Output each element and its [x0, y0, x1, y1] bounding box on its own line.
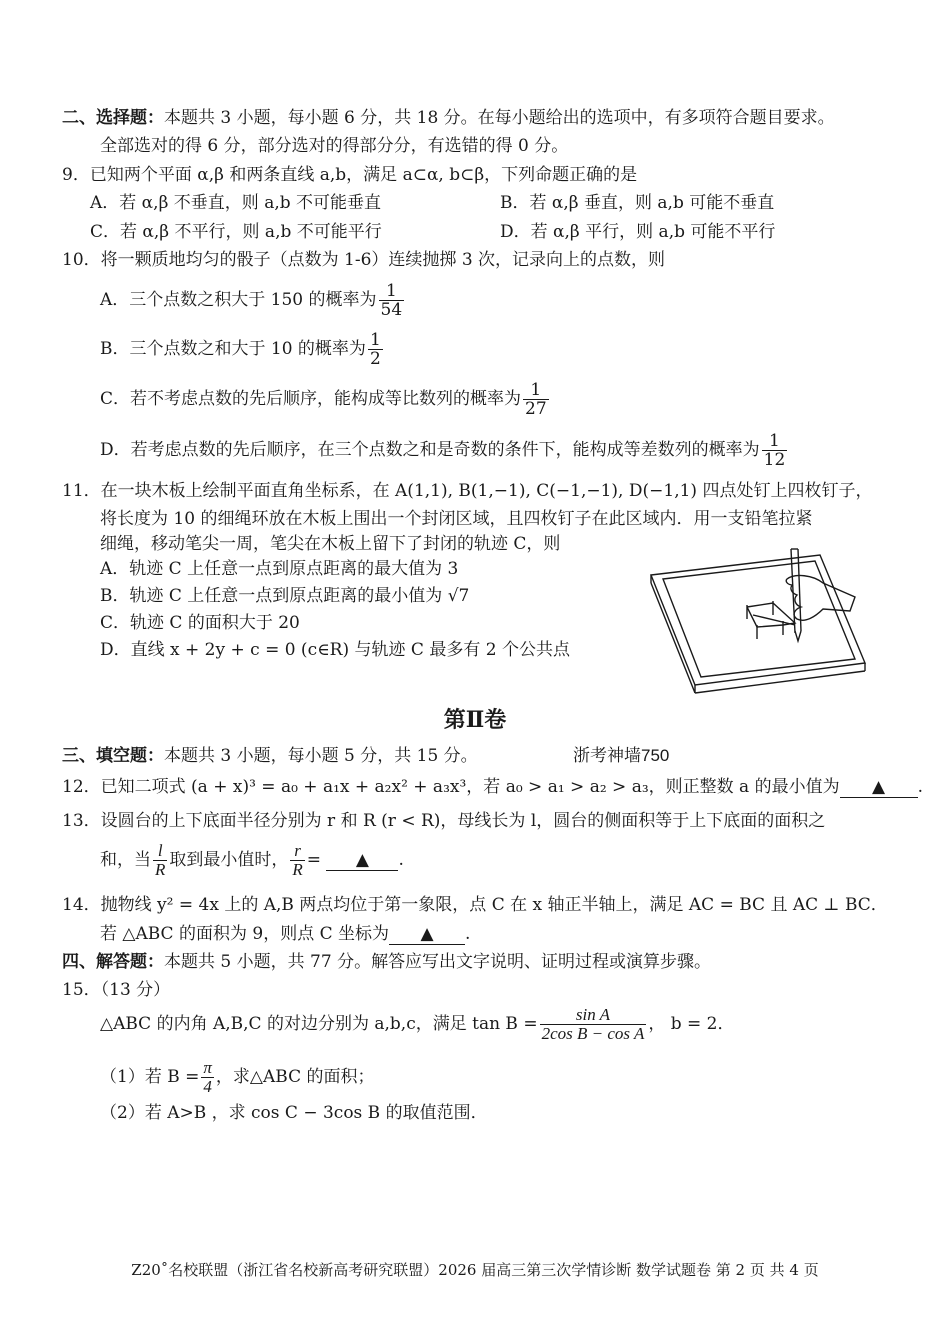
q15-tan-fraction — [540, 1006, 647, 1043]
denominator: R — [292, 860, 303, 879]
q13-text-b: 取到最小值时， — [169, 850, 289, 870]
q9-option-c: C．若 α,β 不平行，则 a,b 不可能平行 — [90, 222, 382, 242]
q15-part1-end: ，求△ABC 的面积； — [215, 1067, 375, 1087]
q10-option-d — [100, 430, 789, 470]
q15-part2: （2）若 A>B ，求 cos C − 3cos B 的取值范围． — [100, 1103, 488, 1123]
denominator: 2 — [369, 349, 381, 369]
section-heading-choice — [62, 106, 835, 130]
q13-end: . — [398, 850, 404, 870]
q10-option-c-text: C．若不考虑点数的先后顺序，能构成等比数列的概率为 — [100, 389, 522, 409]
q14-line1: 14．抛物线 y² = 4x 上的 A,B 两点均位于第一象限，点 C 在 x 轴正半轴上，满足 AC = BC 且 AC ⊥ BC． — [62, 895, 888, 915]
section-heading-fill — [62, 744, 478, 768]
numerator: 1 — [762, 432, 788, 451]
section-intro-line2: 全部选对的得 6 分，部分选对的得部分分，有选错的得 0 分。 — [100, 136, 569, 156]
q10-stem: 10．将一颗质地均匀的骰子（点数为 1-6）连续抛掷 3 次，记录向上的点数，则 — [62, 250, 666, 270]
q10-option-b-text: B．三个点数之和大于 10 的概率为 — [100, 339, 366, 359]
numerator: l — [153, 842, 167, 861]
answer-blank[interactable]: ▲ — [840, 777, 918, 798]
q12-question — [62, 775, 923, 799]
q11-option-c: C．轨迹 C 的面积大于 20 — [100, 613, 300, 633]
numerator: 1 — [379, 282, 405, 301]
section-intro: 本题共 3 小题，每小题 6 分，共 18 分。在每小题给出的选项中，有多项符合题目要求。 — [164, 108, 835, 128]
q14-text: 若 △ABC 的面积为 9，则点 C 坐标为 — [100, 924, 390, 944]
section-title: 二、选择题： — [62, 108, 164, 128]
section-intro: 本题共 5 小题，共 77 分。解答应写出文字说明、证明过程或演算步骤。 — [164, 952, 712, 972]
q14-end: . — [465, 924, 471, 944]
q15-stem — [100, 1002, 735, 1046]
q15-title: 15．（13 分） — [62, 980, 171, 1000]
board-outer-edge — [651, 555, 865, 685]
q13-text-a: 和，当 — [100, 850, 151, 870]
q11-option-b: B．轨迹 C 上任意一点到原点距离的最小值为 √7 — [100, 586, 470, 606]
q10-option-c — [100, 379, 551, 419]
q10-option-d-text: D．若考虑点数的先后顺序，在三个点数之和是奇数的条件下，能构成等差数列的概率为 — [100, 440, 760, 460]
denominator: 12 — [763, 450, 786, 470]
q11-option-a: A．轨迹 C 上任意一点到原点距离的最大值为 3 — [100, 559, 459, 579]
q9-option-d: D．若 α,β 平行，则 a,b 可能不平行 — [500, 222, 776, 242]
q10-option-b-fraction — [368, 331, 383, 368]
q12-end: . — [917, 777, 923, 797]
q10-option-a — [100, 280, 406, 320]
q9-stem: 9．已知两个平面 α,β 和两条直线 a,b，满足 a⊂α, b⊂β，下列命题正确的是 — [62, 165, 638, 185]
q11-stem-line1: 11．在一块木板上绘制平面直角坐标系，在 A(1,1), B(1,−1), C(−1,−1), D(−1,1) 四点处钉上四枚钉子， — [62, 481, 873, 501]
board-inner-edge — [663, 561, 855, 677]
nails-and-string — [747, 601, 795, 639]
q15-stem-text: △ABC 的内角 A,B,C 的对边分别为 a,b,c，满足 tan B = — [100, 1014, 538, 1034]
q9-option-b: B．若 α,β 垂直，则 a,b 可能不垂直 — [500, 193, 775, 213]
q13-line1: 13．设圆台的上下底面半径分别为 r 和 R (r < R)，母线长为 l，圆台的侧面积等于上下底面的面积之 — [62, 811, 826, 831]
q10-option-d-fraction — [762, 432, 788, 469]
numerator: π — [203, 1058, 212, 1077]
numerator: r — [290, 842, 304, 861]
answer-blank[interactable]: ▲ — [389, 924, 465, 945]
numerator: 1 — [369, 330, 381, 350]
q15-part1-text: （1）若 B = — [100, 1067, 200, 1087]
denominator: 54 — [380, 300, 403, 320]
q14-line2 — [100, 922, 470, 946]
q15-stem-end: ， b = 2． — [648, 1014, 735, 1034]
answer-blank[interactable]: ▲ — [326, 850, 398, 871]
q13-fraction-l-over-r — [153, 842, 167, 879]
q13-fraction-r-over-r — [290, 842, 304, 879]
q15-part1 — [100, 1057, 374, 1097]
board-pencil-illustration — [645, 545, 870, 695]
page-footer: Z20˚名校联盟（浙江省名校新高考研究联盟）2026 届高三第三次学情诊断 数学试题卷 第 2 页 共 4 页 — [131, 1261, 819, 1279]
denominator: 2cos B − cos A — [541, 1024, 645, 1043]
q11-stem-line2: 将长度为 10 的细绳环放在木板上围出一个封闭区域，且四枚钉子在此区域内．用一支铅笔拉紧 — [100, 509, 813, 529]
section-intro: 本题共 3 小题，每小题 5 分，共 15 分。 — [164, 746, 478, 766]
section-title: 三、填空题： — [62, 746, 164, 766]
q11-stem-line3: 细绳，移动笔尖一周，笔尖在木板上留下了封闭的轨迹 C，则 — [100, 534, 561, 554]
part-two-title: 第Ⅱ卷 — [443, 707, 507, 733]
q15-pi-over-4 — [201, 1059, 214, 1096]
denominator: R — [155, 860, 166, 879]
q12-text: 12．已知二项式 (a + x)³ = a₀ + a₁x + a₂x² + a₃x³，若 a₀ > a₁ > a₂ > a₃，则正整数 a 的最小值为 — [62, 777, 840, 797]
q10-option-b — [100, 329, 385, 369]
denominator: 4 — [203, 1077, 212, 1096]
section-heading-solve — [62, 950, 711, 974]
q13-equals: = — [306, 850, 322, 870]
denominator: 27 — [525, 399, 547, 419]
section-title: 四、解答题： — [62, 952, 164, 972]
q10-option-a-fraction — [379, 282, 405, 319]
numerator: 1 — [523, 381, 549, 400]
q11-option-d: D．直线 x + 2y + c = 0 (c∈R) 与轨迹 C 最多有 2 个公共点 — [100, 640, 570, 660]
watermark-text: 浙考神墙750 — [573, 746, 670, 765]
q10-option-c-fraction — [523, 381, 549, 418]
q10-option-a-text: A．三个点数之积大于 150 的概率为 — [100, 290, 377, 310]
q13-line2 — [100, 840, 404, 880]
q9-option-a: A．若 α,β 不垂直，则 a,b 不可能垂直 — [90, 193, 382, 213]
numerator: sin A — [540, 1006, 647, 1025]
